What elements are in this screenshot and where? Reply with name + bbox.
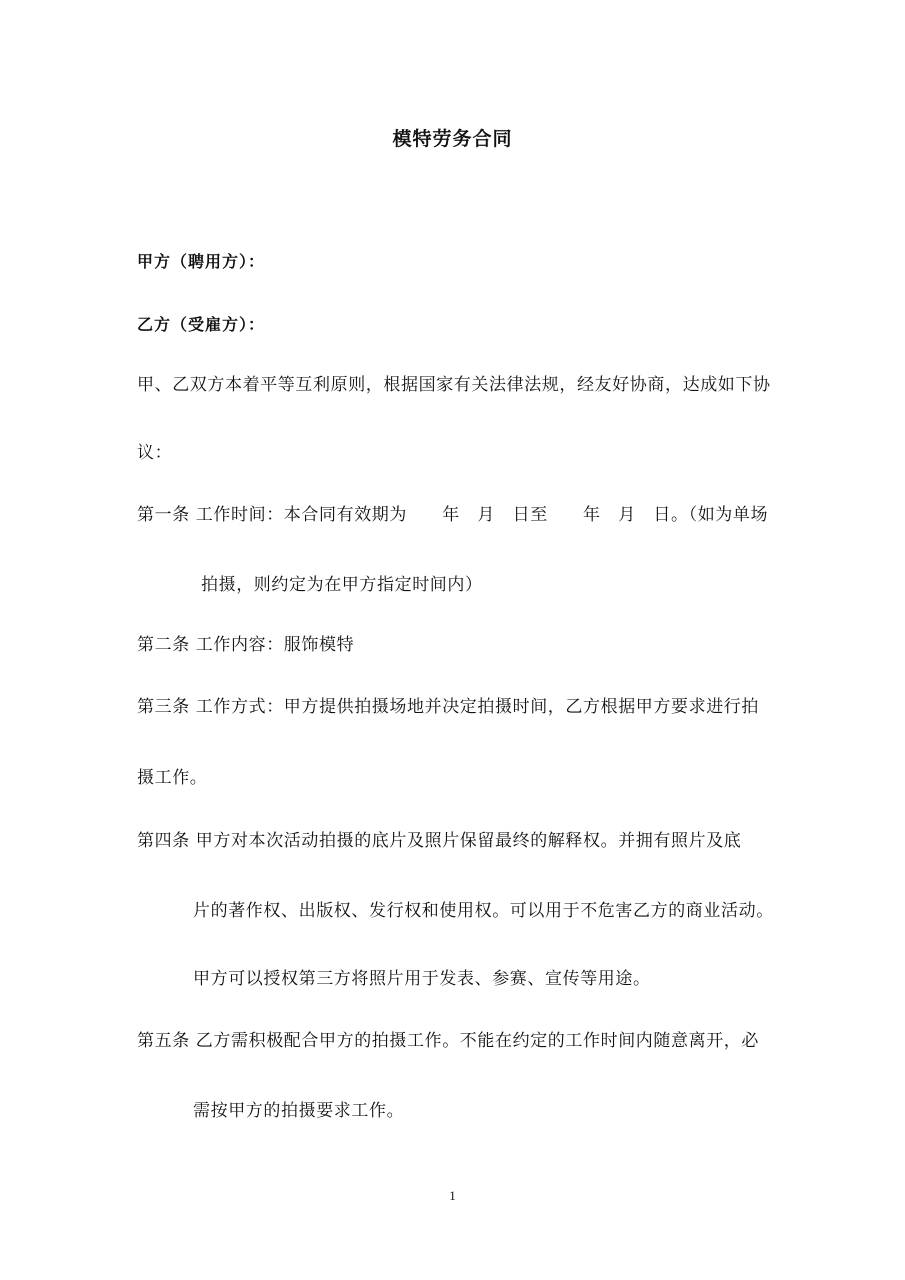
preamble-line-1: 甲、乙双方本着平等互利原则，根据国家有关法律法规，经友好协商，达成如下协 [137,375,771,395]
article-4-line-2: 片的著作权、出版权、发行权和使用权。可以用于不危害乙方的商业活动。 [193,901,774,921]
party-a-label: 甲方（聘用方）： [137,252,266,271]
article-1-line-1: 第一条 工作时间：本合同有效期为 年 月 日至 年 月 日。（如为单场 [137,505,769,525]
article-1-line-2: 拍摄，则约定为在甲方指定时间内） [201,575,483,595]
party-b-label: 乙方（受雇方）： [137,315,266,334]
article-5-line-2: 需按甲方的拍摄要求工作。 [193,1101,405,1121]
article-4-line-3: 甲方可以授权第三方将照片用于发表、参赛、宣传等用途。 [193,969,651,989]
article-2-line-1: 第二条 工作内容：服饰模特 [137,635,355,655]
article-3-line-1: 第三条 工作方式：甲方提供拍摄场地并决定拍摄时间，乙方根据甲方要求进行拍 [137,697,760,717]
document-title: 模特劳务合同 [392,128,513,150]
article-5-line-1: 第五条 乙方需积极配合甲方的拍摄工作。不能在约定的工作时间内随意离开，必 [137,1031,760,1051]
preamble-line-2: 议： [137,443,173,463]
article-3-line-2: 摄工作。 [137,768,208,788]
page-number: 1 [449,1188,456,1203]
article-4-line-1: 第四条 甲方对本次活动拍摄的底片及照片保留最终的解释权。并拥有照片及底 [137,831,742,851]
